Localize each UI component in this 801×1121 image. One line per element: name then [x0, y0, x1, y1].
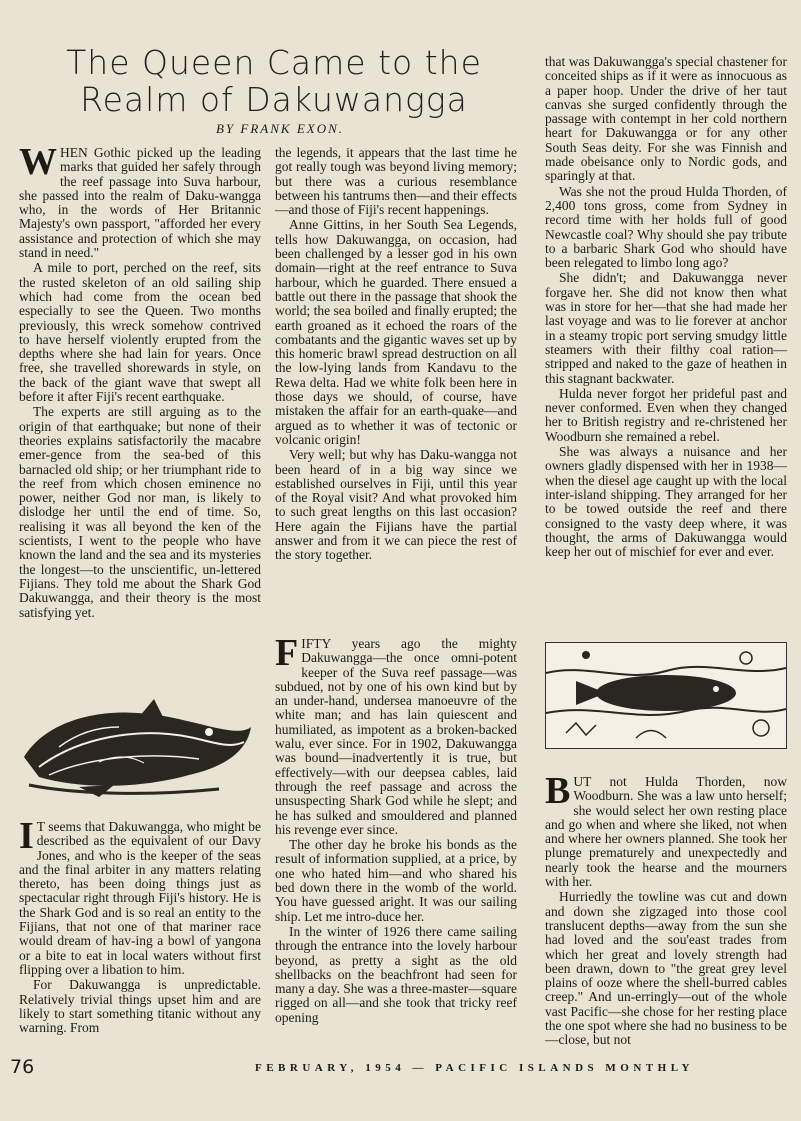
paragraph: She was always a nuisance and her owners gladly dispensed with her in 1938—when the diesel age caught up with the local inter-island shipping. They arranged for her to be towed outside the reef and there consigned to the vasty deep where, it was thought, the arms of Dakuwangga would keep her out of mischief for ever and ever. — [545, 444, 787, 560]
column-3 — [545, 55, 787, 560]
paragraph: The other day he broke his bonds as the result of information supplied, at a price, by one who hated him—and who shared his bed down there in the womb of the world. You have guessed aright. It was our sailing ship. Let me intro-duce her. — [275, 837, 517, 924]
paragraph: the legends, it appears that the last time he got really tough was beyond living memory; but there was a curious resemblance between his tantrums then—and their effects—and those of Fiji's recent happenings. — [275, 145, 517, 218]
drop-cap: I — [19, 815, 34, 857]
article-title: The Queen Came to the Realm of Dakuwangga — [66, 43, 482, 119]
paragraph: The experts are still arguing as to the origin of that earthquake; but none of their theories explains satisfactorily the macabre emer-gence from the sea-bed of this barnacled old ship; or her triumphant ride to the reef from which chosen eminence no power, neither God nor man, is likely to dislodge her until the end of time. So, realising it was all beyond the ken of the scientists, I went to the people who have known the land and the sea and its mysteries the longest—to the unscientific, un-lettered Fijians. They told me about the Shark God Dakuwangga, and their theory is the most satisfying yet. — [19, 404, 261, 620]
drop-cap: W — [19, 141, 57, 183]
paragraph: For Dakuwangga is unpredictable. Relatively trivial things upset him and are likely to start something titanic without any warning. From — [19, 977, 261, 1036]
paragraph: Was she not the proud Hulda Thorden, of 2,400 tons gross, come from Sydney in record time with her holds full of good Newcastle coal? Why should she pay tribute to a barbaric Shark God who should have been relegated to limbo long ago? — [545, 183, 787, 271]
paragraph — [545, 770, 787, 890]
paragraph-text: HEN Gothic picked up the leading marks that guided her safely through the reef passage into Suva harbour, she passed into the realm of Daku-wangga who, in the words of Her Britannic Majesty's own passport, "afforded her every assistance and protection of which she may stand in need." — [19, 145, 261, 261]
paragraph: Hurriedly the towline was cut and down and down she zigzaged into those cool translucent depths—away from the sun she had loved and the sou'east trades from which her great and lovely strength had been drawn, down to "the great grey level plains of ooze where the shell-burred cables creep." And un-erringly—out of the whole vast Pacific—she chose for her resting place the one spot where she had no business to be—close, but not — [545, 889, 787, 1048]
page-number: 76 — [10, 1056, 35, 1078]
issue-line: FEBRUARY, 1954 — PACIFIC ISLANDS MONTHLY — [255, 1062, 694, 1074]
drop-cap: B — [545, 770, 571, 812]
paragraph-text: IFTY years ago the mighty Dakuwangga—the once omni-potent keeper of the Suva reef passage—was subdued, not by one of his own kind but by an under-hand, undersea manoeuvre of the white man; and has lain quiescent and humiliated, as impotent as a broken-backed walu, ever since. For in 1902, Dakuwangga was bound—inadvertently it is true, but effectively—with our deepsea cables, laid through the reef passage and across the unsuspecting Shark God while he slept; and he has sulked and smouldered and planned his revenge ever since. — [275, 636, 517, 837]
paragraph — [19, 141, 261, 261]
paragraph: Hulda never forgot her prideful past and never conformed. Even when they changed her to British registry and re-christened her Woodburn she remained a rebel. — [545, 385, 787, 444]
paragraph: In the winter of 1926 there came sailing through the entrance into the lovely harbour beyond, as pretty a sight as the old shellbacks on the beachfront had seen for many a day. She was a three-master—square rigged on all—and she took that tricky reef opening — [275, 923, 517, 1025]
column-3-bottom — [545, 770, 787, 1049]
byline: BY FRANK EXON. — [215, 121, 345, 136]
column-2-bottom — [275, 632, 517, 1026]
shark-god-illustration — [19, 697, 257, 801]
paragraph — [275, 632, 517, 837]
page-footer — [10, 1056, 790, 1082]
paragraph: that was Dakuwangga's special chastener for conceited ships as if it were as innocuous as a paper hoop. Under the drive of her taut canvas she surged confidently through the passage with contempt in her cold northern heart for Dakuwangga or for any other South Seas deity. For she was Finnish and made obeisance only to Nordic gods, and sparingly at that. — [545, 54, 787, 184]
column-1 — [19, 141, 261, 621]
paragraph: Anne Gittins, in her South Sea Legends, tells how Dakuwangga, on occasion, had been challenged by a lesser god in his own domain—right at the reef entrance to Suva harbour, which he guarded. There ensued a battle out there in the passage that shook the world; the sea boiled and finally erupted; the earth groaned as it echoed the roars of the combatants and the gigantic waves set up by this homeric brawl spread destruction on all the low-lying lands from Kandavu to the Rewa delta. Had we white folk been here in those days we should, of course, have mistaken the affair for an earth-quake—and argued as to whether it was of tectonic or volcanic origin! — [275, 217, 517, 447]
drop-cap: F — [275, 632, 299, 674]
paragraph — [19, 815, 261, 977]
paragraph: Very well; but why has Daku-wangga not been heard of in a big way since we established ourselves in Fiji, until this year of the Royal visit? And what provoked him to such great lengths on this last occasion? Here again the Fijians have the partial answer and from it we can piece the rest of the story together. — [275, 447, 517, 563]
reef-illustration — [545, 642, 787, 749]
paragraph: A mile to port, perched on the reef, sits the rusted skeleton of an old sailing ship which had come from the ocean bed especially to see the Queen. Two months previously, this wreck somehow contrived to have herself violently erupted from the depths where she had lain for years. Once free, she travelled shorewards in style, on the back of the giant wave that swept all before it after Fiji's recent earthquake. — [19, 260, 261, 405]
column-2 — [275, 146, 517, 564]
paragraph-text: T seems that Dakuwangga, who might be described as the equivalent of our Davy Jones, and who is the keeper of the seas and the final arbiter in any matters relating thereto, has been doing things just as spectacular right through Fiji's history. He is the Shark God and is so real an entity to the Fijians, that not one of that mariner race would dream of hav-ing a bowl of yangona or a bite to eat in local waters without first flipping over a libation to him. — [19, 819, 261, 977]
paragraph: She didn't; and Dakuwangga never forgave her. She did not know then what was in store for her—that she had made her last voyage and was to lie forever at anchor in a steamy tropic port serving smudgy little steamers with their filthy coal ration—stripped and naked to the gaze of heathen in this stagnant backwater. — [545, 270, 787, 386]
paragraph-text: UT not Hulda Thorden, now Woodburn. She was a law unto herself; she would select her own resting place and go when and where she liked, not when and where her owners planned. She took her plunge prematurely and unexpectedly and nearly took the hearse and the mourners with her. — [545, 774, 787, 890]
column-1-bottom — [19, 815, 261, 1036]
